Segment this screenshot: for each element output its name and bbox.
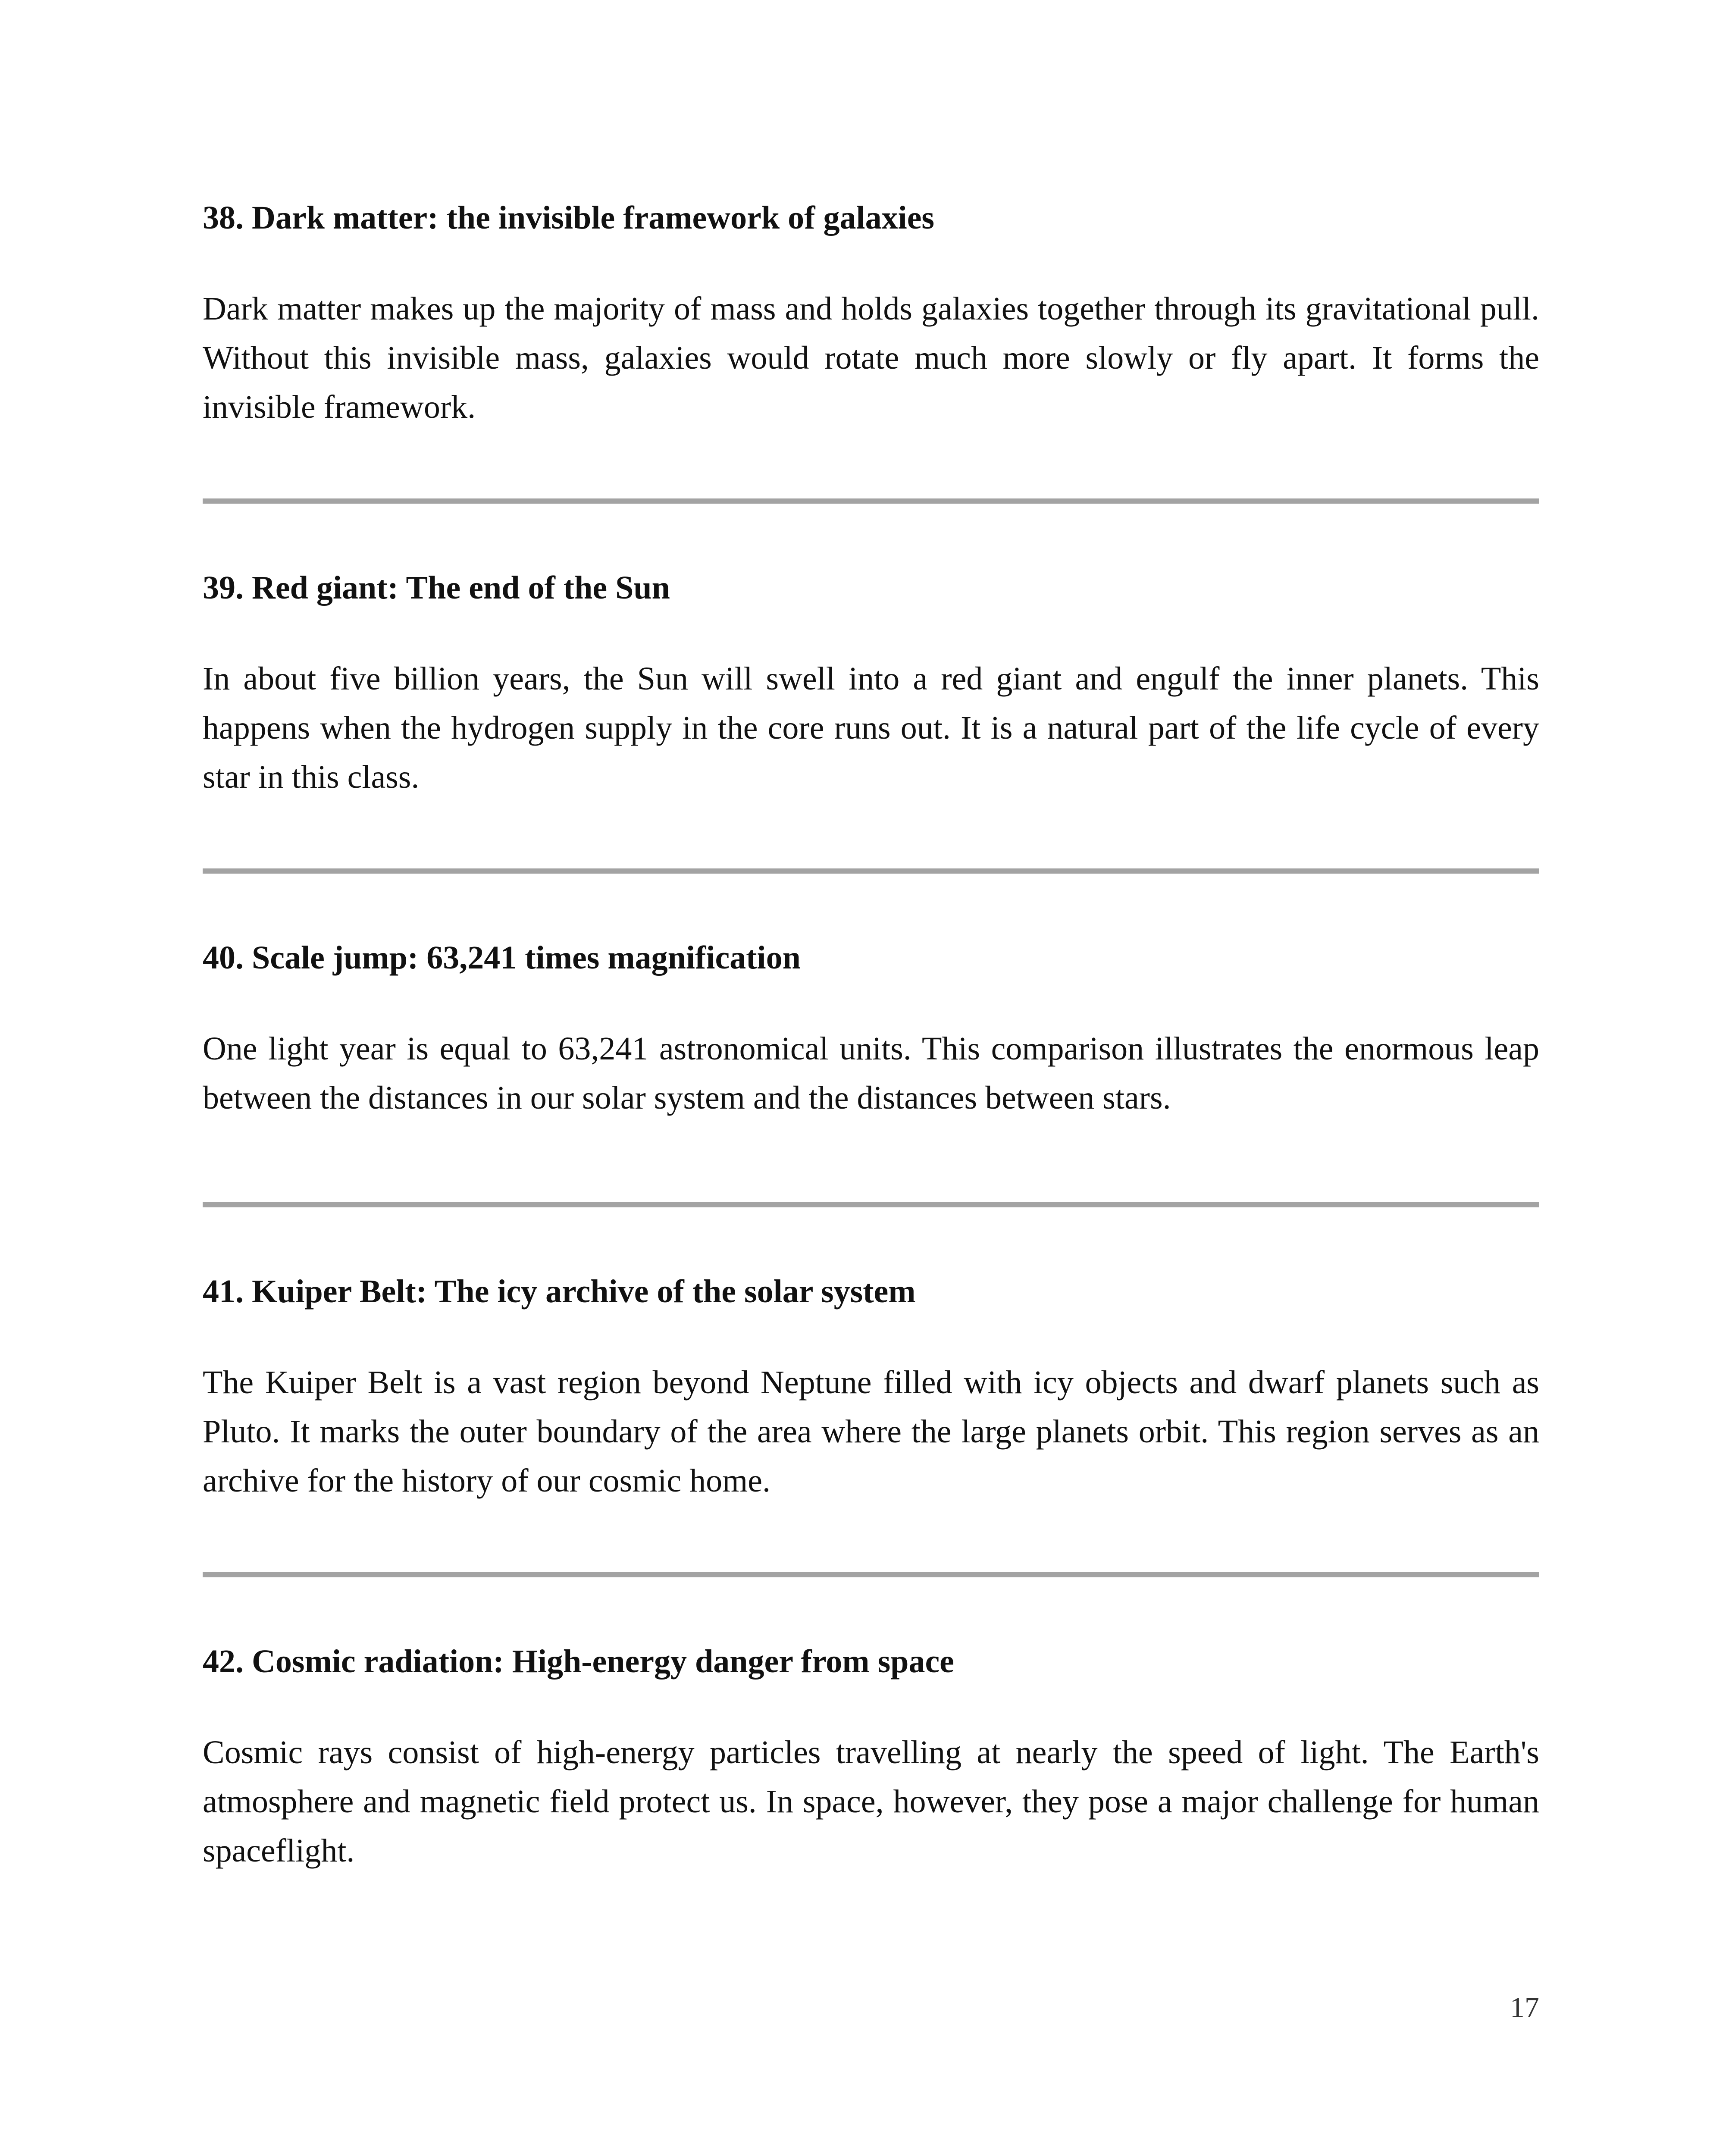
section-body: Cosmic rays consist of high-energy particles travelling at nearly the speed of light. The Earth's atmosphere and magnetic field protect us. In space, however, they pose a major challenge for human spaceflight. [203,1734,1539,1869]
section-divider [203,1572,1539,1577]
section-scale-jump [203,936,1539,1122]
section-dark-matter [203,196,1539,432]
section-divider [203,498,1539,504]
document-page [203,196,1539,1875]
section-red-giant [203,566,1539,802]
section-title: 39. Red giant: The end of the Sun [203,570,670,606]
section-body: Dark matter makes up the majority of mass and holds galaxies together through its gravitational pull. Without this invisible mass, galaxies would rotate much more slowly or fly apart. It forms the invisible framework. [203,291,1539,425]
section-body: In about five billion years, the Sun will swell into a red giant and engulf the inner planets. This happens when the hydrogen supply in the core runs out. It is a natural part of the life cycle of every star in this class. [203,661,1539,795]
page-number: 17 [1510,1991,1539,2024]
section-title: 41. Kuiper Belt: The icy archive of the solar system [203,1273,916,1310]
section-divider [203,1202,1539,1207]
section-body: The Kuiper Belt is a vast region beyond Neptune filled with icy objects and dwarf planets such as Pluto. It marks the outer boundary of the area where the large planets orbit. This region serves as an archive for the history of our cosmic home. [203,1364,1539,1499]
section-cosmic-radiation [203,1640,1539,1875]
section-kuiper-belt [203,1270,1539,1505]
section-title: 42. Cosmic radiation: High-energy danger from space [203,1643,954,1680]
section-title: 40. Scale jump: 63,241 times magnification [203,940,801,976]
section-title: 38. Dark matter: the invisible framework of galaxies [203,200,935,236]
section-divider [203,868,1539,874]
section-body: One light year is equal to 63,241 astronomical units. This comparison illustrates the enormous leap between the distances in our solar system and the distances between stars. [203,1031,1539,1116]
